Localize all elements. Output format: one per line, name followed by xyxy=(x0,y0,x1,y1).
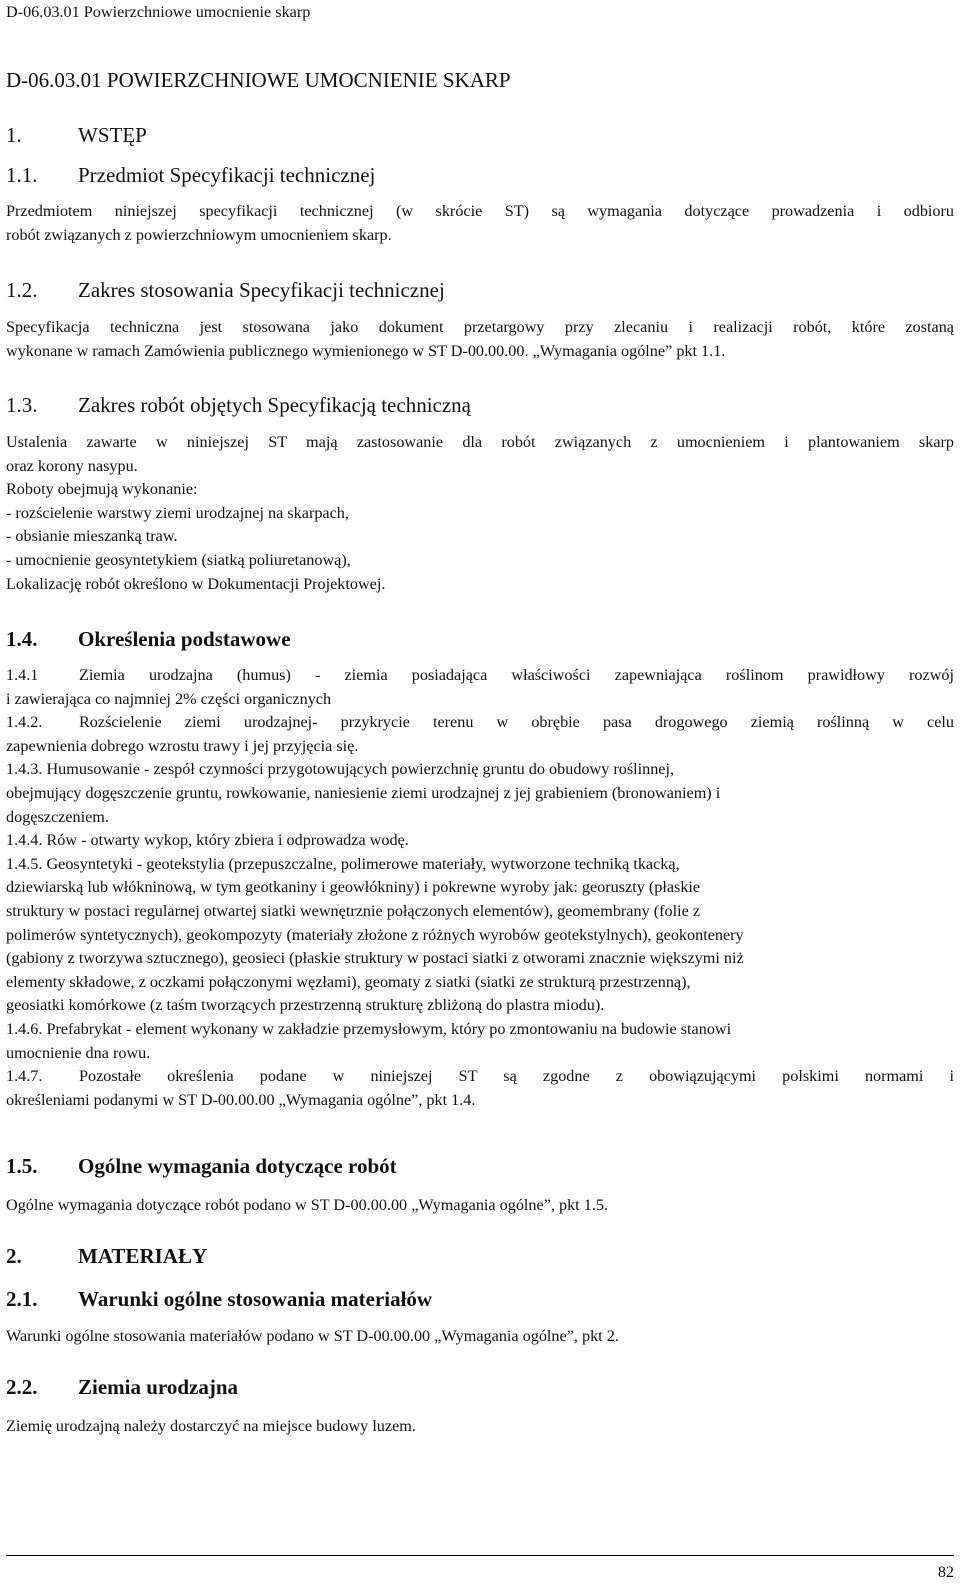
definition-line: struktury w postaci regularnej otwartej siatki wewnętrznie połączonych elementów), geomembrany (folie z xyxy=(6,901,701,920)
section-2-heading xyxy=(6,1242,207,1270)
section-number: 2. xyxy=(6,1244,22,1268)
definition-number: 1.4.5. xyxy=(6,854,43,873)
section-title: Warunki ogólne stosowania materiałów xyxy=(78,1287,433,1311)
definition-text: Ziemia urodzajna (humus) - ziemia posiadająca właściwości zapewniająca roślinom prawidłowy rozwój xyxy=(79,666,954,684)
definition-line: dziewiarską lub włókninową, w tym geotkaniny i geowłókniny) i pokrewne wyroby jak: georuszty (płaskie xyxy=(6,878,701,897)
section-1-3-paragraph xyxy=(6,431,954,596)
list-item: - umocnienie geosyntetykiem (siatką poliuretanową), xyxy=(6,550,351,569)
section-title: Ogólne wymagania dotyczące robót xyxy=(78,1154,397,1178)
paragraph-line: Ogólne wymagania dotyczące robót podano w ST D-00.00.00 „Wymagania ogólne”, pkt 1.5. xyxy=(6,1196,609,1214)
paragraph-line: wykonane w ramach Zamówienia publicznego wymienionego w ST D-00.00.00. „Wymagania ogólne” pkt 1.1. xyxy=(6,341,726,360)
definition-text: Prefabrykat - element wykonany w zakładzie przemysłowym, który po zmontowaniu na budowie stanowi xyxy=(46,1019,732,1038)
section-title: Ziemia urodzajna xyxy=(78,1375,239,1399)
definitions-list xyxy=(6,664,954,1112)
section-1-1-paragraph xyxy=(6,200,954,247)
section-title: Przedmiot Specyfikacji technicznej xyxy=(78,163,376,187)
list-item: - rozścielenie warstwy ziemi urodzajnej na skarpach, xyxy=(6,503,349,522)
footer-divider xyxy=(6,1555,954,1556)
section-2-2-paragraph xyxy=(6,1415,954,1439)
section-title: Określenia podstawowe xyxy=(78,627,291,651)
definition-line: obejmujący dogęszczenie gruntu, rowkowanie, naniesienie ziemi urodzajnej z jej grabieniem (bronowaniem) i xyxy=(6,783,721,802)
section-title: MATERIAŁY xyxy=(78,1244,208,1268)
paragraph-line: Przedmiotem niniejszej specyfikacji technicznej (w skrócie ST) są wymagania dotyczące prowadzenia i odbioru xyxy=(6,202,954,220)
section-1-5-heading xyxy=(6,1152,397,1180)
section-title: Zakres stosowania Specyfikacji technicznej xyxy=(78,278,445,302)
definition-line xyxy=(6,829,954,853)
definition-number: 1.4.2. xyxy=(6,713,43,732)
definition-number: 1.4.1 xyxy=(6,666,39,684)
definition-line: geosiatki komórkowe (z taśm tworzących przestrzenną strukturę zbliżoną do plastra miodu). xyxy=(6,996,605,1015)
definition-line: dogęszczeniem. xyxy=(6,807,109,826)
definition-line: i zawierająca co najmniej 2% części organicznych xyxy=(6,689,332,708)
section-1-5-paragraph xyxy=(6,1194,954,1218)
paragraph-line: Ustalenia zawarte w niniejszej ST mają zastosowanie dla robót związanych z umocnieniem i plantowaniem skarp xyxy=(6,433,954,451)
section-1-3-heading xyxy=(6,391,471,419)
section-1-2-paragraph xyxy=(6,316,954,363)
definition-line xyxy=(6,664,954,688)
definition-line xyxy=(6,758,954,782)
definition-line: zapewnienia dobrego wzrostu trawy i jej przyjęcia się. xyxy=(6,736,359,755)
page-number: 82 xyxy=(937,1563,954,1581)
section-2-1-heading xyxy=(6,1285,432,1313)
section-number: 1.3. xyxy=(6,393,38,417)
section-number: 2.2. xyxy=(6,1375,38,1399)
definition-line xyxy=(6,1065,954,1089)
definition-line xyxy=(6,711,954,735)
paragraph-line: oraz korony nasypu. xyxy=(6,456,138,475)
section-1-heading xyxy=(6,121,147,149)
definition-text: Pozostałe określenia podane w niniejszej ST są zgodne z obowiązującymi polskimi normami i xyxy=(79,1067,954,1086)
section-2-2-heading xyxy=(6,1373,238,1401)
definition-line: (gabiony z tworzywa sztucznego), geosieci (płaskie struktury w postaci siatki z otworami znacznie większymi niż xyxy=(6,949,744,968)
definition-text: Rów - otwarty wykop, który zbiera i odprowadza wodę. xyxy=(46,831,409,850)
section-1-2-heading xyxy=(6,276,445,304)
paragraph-line: robót związanych z powierzchniowym umocnieniem skarp. xyxy=(6,225,392,244)
definition-line: elementy składowe, z oczkami połączonymi węzłami), geomaty z siatki (siatki ze strukturą przestrzenną), xyxy=(6,972,691,991)
list-item: - obsianie mieszanką traw. xyxy=(6,527,178,546)
paragraph-line: Lokalizację robót określono w Dokumentacji Projektowej. xyxy=(6,574,386,593)
section-number: 1.1. xyxy=(6,163,38,187)
document-title: D-06.03.01 POWIERZCHNIOWE UMOCNIENIE SKARP xyxy=(6,68,511,92)
section-1-4-heading xyxy=(6,625,291,653)
section-title: Zakres robót objętych Specyfikacją techniczną xyxy=(78,393,471,417)
section-title: WSTĘP xyxy=(78,123,147,147)
running-header: D-06.03.01 Powierzchniowe umocnienie skarp xyxy=(6,3,311,21)
definition-number: 1.4.6. xyxy=(6,1019,43,1038)
definition-line xyxy=(6,853,954,877)
section-number: 1.5. xyxy=(6,1154,38,1178)
definition-line: umocnienie dna rowu. xyxy=(6,1043,151,1062)
definition-text: Rozścielenie ziemi urodzajnej- przykrycie terenu w obrębie pasa drogowego ziemią roślinną w celu xyxy=(79,713,954,732)
section-number: 1.2. xyxy=(6,278,38,302)
definition-number: 1.4.7. xyxy=(6,1067,43,1086)
section-2-1-paragraph xyxy=(6,1325,954,1349)
definition-number: 1.4.3. xyxy=(6,760,43,779)
section-1-1-heading xyxy=(6,161,375,189)
section-number: 1. xyxy=(6,123,22,147)
paragraph-line: Warunki ogólne stosowania materiałów podano w ST D-00.00.00 „Wymagania ogólne”, pkt 2. xyxy=(6,1327,619,1345)
definition-line: określeniami podanymi w ST D-00.00.00 „Wymagania ogólne”, pkt 1.4. xyxy=(6,1090,476,1109)
definition-number: 1.4.4. xyxy=(6,831,43,850)
definition-text: Humusowanie - zespół czynności przygotowujących powierzchnię gruntu do obudowy roślinnej, xyxy=(46,760,675,779)
section-number: 2.1. xyxy=(6,1287,38,1311)
paragraph-line: Ziemię urodzajną należy dostarczyć na miejsce budowy luzem. xyxy=(6,1417,416,1435)
definition-text: Geosyntetyki - geotekstylia (przepuszczalne, polimerowe materiały, wytworzone techniką tkacką, xyxy=(46,854,680,873)
definition-line xyxy=(6,1018,954,1042)
definition-line: polimerów syntetycznych), geokompozyty (materiały złożone z różnych wyrobów geotekstylnych), geokontenery xyxy=(6,925,744,944)
paragraph-line: Specyfikacja techniczna jest stosowana jako dokument przetargowy przy zlecaniu i realizacji robót, które zostaną xyxy=(6,318,954,336)
section-number: 1.4. xyxy=(6,627,38,651)
paragraph-line: Roboty obejmują wykonanie: xyxy=(6,480,198,499)
